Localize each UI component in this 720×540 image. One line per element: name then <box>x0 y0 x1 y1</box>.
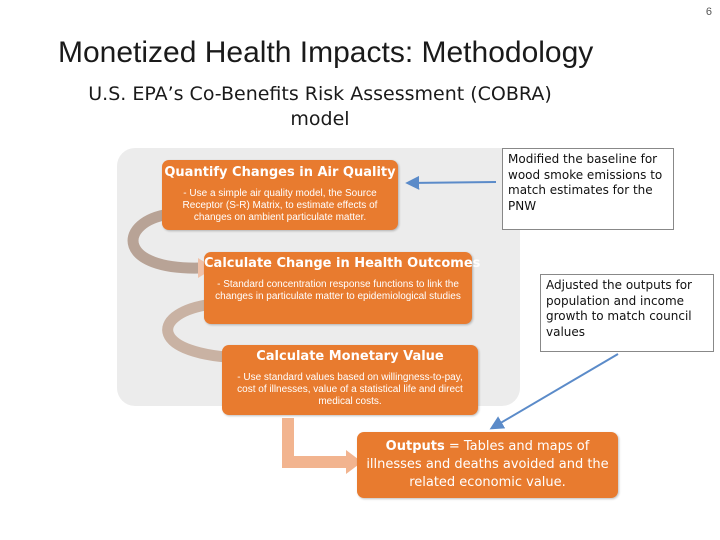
step-heading: Calculate Change in Health Outcomes <box>204 256 481 271</box>
step-health-outcomes <box>204 252 481 324</box>
step-detail: - Standard concentration response functions to link the changes in particulate matter to epidemiological studies <box>215 279 461 302</box>
step-detail: - Use standard values based on willingness-to-pay, cost of illnesses, value of a statistical life and direct medical costs. <box>237 372 463 407</box>
slide-subtitle: U.S. EPA’s Co-Benefits Risk Assessment (COBRA) model <box>88 83 552 130</box>
baseline-note: Modified the baseline for wood smoke emissions to match estimates for the PNW <box>502 148 674 230</box>
elbow-arrow <box>288 418 350 462</box>
step-detail: - Use a simple air quality model, the Source Receptor (S-R) Matrix, to estimate effects of changes on ambient particulate matter. <box>182 188 378 223</box>
step-heading: Calculate Monetary Value <box>256 349 444 364</box>
baseline-callout-arrow <box>408 182 496 183</box>
step-quantify-air-quality <box>162 160 398 230</box>
outputs-text: = Tables and maps of illnesses and deaths avoided and the related economic value. <box>366 439 609 490</box>
page-number: 6 <box>705 6 712 18</box>
outputs-label: Outputs <box>385 439 445 454</box>
step-heading: Quantify Changes in Air Quality <box>164 165 396 180</box>
step-monetary-value <box>222 345 478 415</box>
slide-title: Monetized Health Impacts: Methodology <box>58 36 594 69</box>
outputs-box <box>357 432 618 498</box>
outputs-callout-arrow <box>492 354 618 428</box>
outputs-adjust-note: Adjusted the outputs for population and income growth to match council values <box>540 274 714 352</box>
